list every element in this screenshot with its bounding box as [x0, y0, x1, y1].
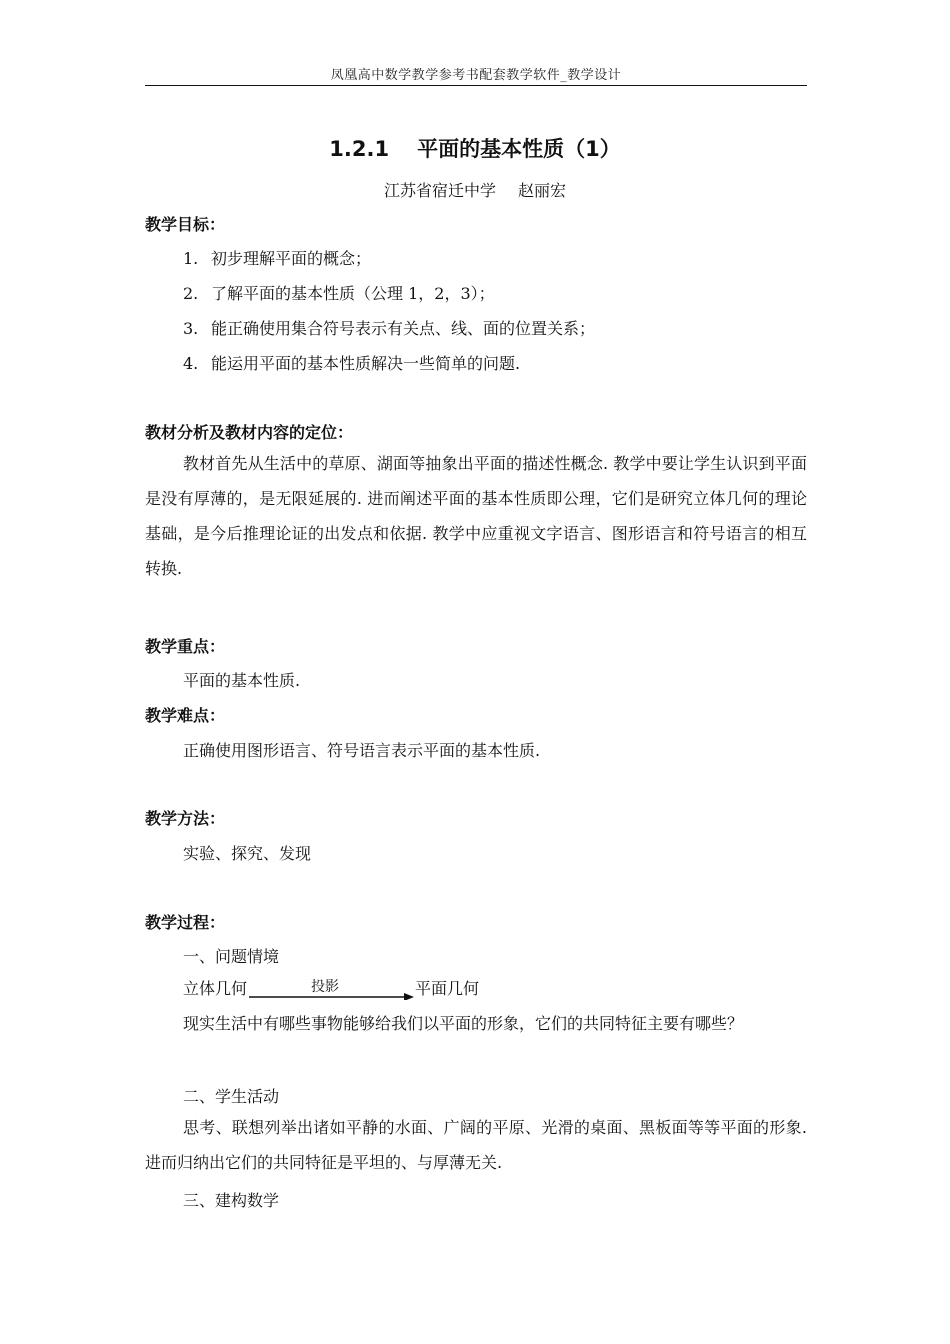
- arrow-to: 平面几何: [415, 979, 480, 998]
- arrow-icon: [247, 980, 415, 1000]
- section-3-title: 三、建构数学: [183, 1191, 280, 1210]
- goals-heading: 教学目标：: [145, 215, 226, 234]
- difficulty-heading: 教学难点：: [145, 706, 226, 725]
- author-name: 赵丽宏: [518, 181, 567, 200]
- goal-text: 能运用平面的基本性质解决一些简单的问题.: [211, 354, 521, 373]
- author-line: [0, 178, 950, 201]
- header-rule: [145, 85, 807, 86]
- arrow-label: 投影: [311, 978, 340, 995]
- title-number: 1.2.1: [329, 137, 390, 161]
- analysis-paragraph: 教材首先从生活中的草原、湖面等抽象出平面的描述性概念. 教学中要让学生认识到平面是没有厚薄的，是无限延展的. 进而阐述平面的基本性质即公理，它们是研究立体几何的理论基础，是今后推理论证的出发点和依据. 教学中应重视文字语言、图形语言和符号语言的相互转换.: [145, 454, 807, 578]
- key-point-text: 平面的基本性质.: [183, 671, 301, 690]
- goal-item: [183, 246, 371, 269]
- page-header: 凤凰高中数学教学参考书配套教学软件_教学设计: [330, 68, 622, 83]
- key-point-heading: 教学重点：: [145, 637, 226, 656]
- goal-number: 2.: [183, 284, 199, 303]
- projection-diagram: [183, 976, 479, 1000]
- process-heading: 教学过程：: [145, 913, 226, 932]
- document-title: [0, 133, 950, 163]
- analysis-heading: 教材分析及教材内容的定位：: [145, 423, 354, 442]
- goal-number: 3.: [183, 319, 199, 338]
- goal-text: 能正确使用集合符号表示有关点、线、面的位置关系；: [211, 319, 596, 338]
- projection-arrow: [247, 980, 415, 1000]
- author-school: 江苏省宿迁中学: [383, 181, 496, 200]
- goal-number: 4.: [183, 354, 199, 373]
- goal-number: 1.: [183, 249, 199, 268]
- goal-text: 初步理解平面的概念；: [211, 249, 372, 268]
- goal-text: 了解平面的基本性质（公理 1，2，3）；: [211, 284, 495, 303]
- goal-item: [183, 351, 520, 374]
- goal-item: [183, 281, 495, 304]
- method-text: 实验、探究、发现: [183, 844, 312, 863]
- difficulty-text: 正确使用图形语言、符号语言表示平面的基本性质.: [183, 741, 541, 760]
- goal-item: [183, 316, 595, 339]
- question-paragraph: 现实生活中有哪些事物能够给我们以平面的形象，它们的共同特征主要有哪些？: [183, 1014, 744, 1033]
- arrow-from: 立体几何: [183, 979, 248, 998]
- section-2-title: 二、学生活动: [183, 1087, 280, 1106]
- method-heading: 教学方法：: [145, 809, 226, 828]
- section-1-title: 一、问题情境: [183, 947, 280, 966]
- title-text: 平面的基本性质（1）: [417, 137, 621, 161]
- activity-paragraph: 思考、联想列举出诸如平静的水面、广阔的平原、光滑的桌面、黑板面等等平面的形象. 进而归纳出它们的共同特征是平坦的、与厚薄无关.: [145, 1118, 807, 1172]
